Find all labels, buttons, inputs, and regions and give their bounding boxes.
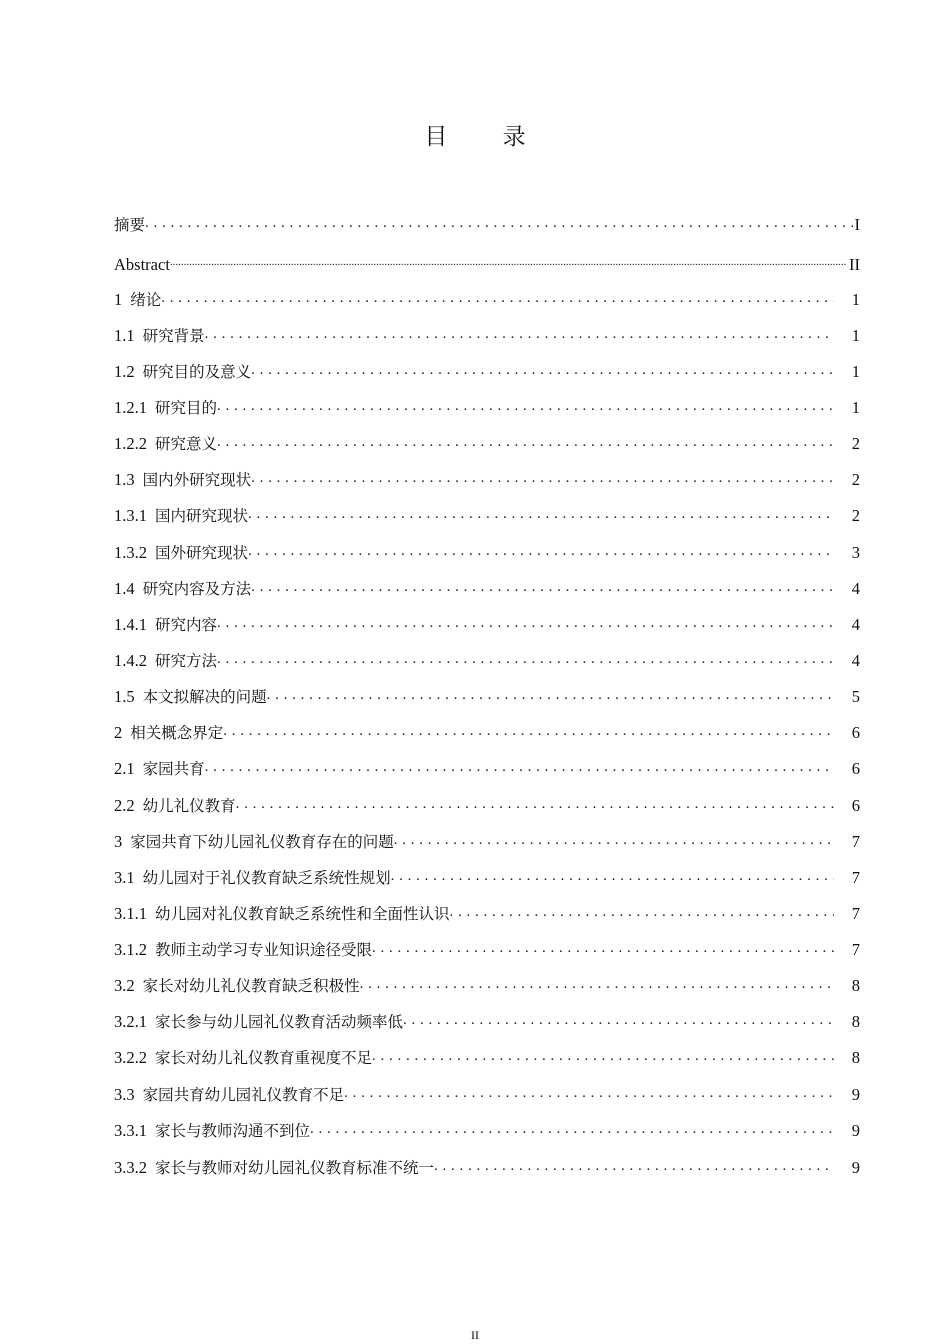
toc-entry-page: II [849,255,860,274]
toc-entry-title [114,325,205,347]
toc-dot-leader [251,471,834,491]
toc-dot-leader [450,905,834,925]
toc-entry[interactable] [114,578,860,600]
toc-entry[interactable] [114,650,860,672]
toc-dot-leader [403,1013,834,1033]
toc-entry-title [114,214,145,236]
toc-entry-label: 本文拟解决的问题 [142,688,267,706]
toc-entry-number: 2 [114,723,123,742]
toc-entry-label: 绪论 [130,291,162,309]
toc-entry-number: 2.2 [114,796,135,815]
toc-dot-leader [223,724,834,744]
toc-entry-number: 2.1 [114,759,135,778]
toc-entry-label: 研究背景 [142,327,205,345]
toc-entry-label: 家长对幼儿礼仪教育缺乏积极性 [142,977,360,995]
toc-dot-leader [372,941,834,961]
toc-entry-number: 3.1 [114,868,135,887]
toc-entry[interactable] [114,831,860,853]
toc-entry-number: 3 [114,832,123,851]
toc-dot-leader [248,507,834,527]
toc-entry-page: 9 [851,1085,860,1104]
toc-entry-label: 研究方法 [155,652,218,670]
toc-entry-page: 1 [851,362,860,381]
toc-entry[interactable] [114,433,860,455]
toc-entry-label: 家园共育幼儿园礼仪教育不足 [142,1086,345,1104]
toc-entry-number: 3.3 [114,1085,135,1104]
toc-dot-leader [145,216,852,236]
toc-entry-title [114,578,251,600]
toc-dot-leader [434,1159,834,1179]
toc-entry-title [114,975,360,997]
toc-entry-number: 1.2 [114,362,135,381]
toc-dot-leader [267,688,834,708]
toc-entry-page: 2 [851,470,860,489]
toc-entry-title [114,361,251,383]
toc-entry-label: 家长对幼儿礼仪教育重视度不足 [155,1049,373,1067]
toc-entry-title [114,795,236,817]
toc-dot-leader [372,1049,834,1069]
toc-dot-leader [217,652,834,672]
toc-entry-title [114,1120,310,1142]
toc-entry-title [114,722,223,744]
toc-entry-title [114,433,217,455]
toc-entry-number: 1 [114,290,123,309]
toc-entry-page: 7 [851,940,860,959]
toc-entry-title [114,254,170,276]
toc-entry-number: 3.3.1 [114,1121,147,1140]
toc-entry-number: 1.1 [114,326,135,345]
toc-dot-leader [161,291,834,311]
toc-entry-number: 1.2.2 [114,434,147,453]
toc-entry-page: 8 [851,1012,860,1031]
toc-dot-leader [360,977,834,997]
toc-entry-title [114,758,205,780]
toc-entry-number: 1.4 [114,579,135,598]
toc-entry-label: 研究内容及方法 [142,580,252,598]
toc-entry-label: 幼儿园对礼仪教育缺乏系统性和全面性认识 [155,905,450,923]
toc-entry-page: 2 [851,506,860,525]
toc-entry-title [114,614,217,636]
toc-entry-page: 3 [851,543,860,562]
toc-entry[interactable] [114,975,860,997]
toc-entry-number: 3.1.2 [114,940,147,959]
toc-entry-page: 4 [851,579,860,598]
toc-entry-page: 6 [851,759,860,778]
toc-entry-label: 家长参与幼儿园礼仪教育活动频率低 [155,1013,404,1031]
toc-entry-title [114,1011,403,1033]
toc-entry-title [114,505,248,527]
toc-entry-label: 摘要 [114,216,146,234]
toc-entry-number: 3.2.2 [114,1048,147,1067]
toc-entry-label: 家长与教师对幼儿园礼仪教育标准不统一 [155,1159,435,1177]
toc-entry-number: 1.3 [114,470,135,489]
toc-entry-label: 研究内容 [155,616,218,634]
toc-entry-label: 相关概念界定 [130,724,224,742]
toc-entry-page: 8 [851,976,860,995]
toc-entry-title [114,831,394,853]
toc-entry-page: I [854,215,860,234]
toc-entry[interactable] [114,1084,860,1106]
toc-entry[interactable] [114,1047,860,1069]
toc-entry-page: 1 [851,398,860,417]
toc-entry[interactable] [114,361,860,383]
toc-entry[interactable] [114,795,860,817]
toc-dot-leader [391,869,834,889]
toc-dot-leader [217,616,834,636]
toc-entry[interactable] [114,505,860,527]
toc-entry[interactable] [114,614,860,636]
toc-entry-label: 研究目的及意义 [142,363,252,381]
toc-entry[interactable] [114,939,860,961]
toc-entry-number: 3.1.1 [114,904,147,923]
toc-entry-label: 国外研究现状 [155,544,249,562]
toc-entry-page: 1 [851,290,860,309]
toc-dot-leader [170,256,847,276]
toc-entry-title [114,686,267,708]
toc-entry-number: 1.3.2 [114,543,147,562]
toc-entry-number: 3.2.1 [114,1012,147,1031]
toc-entry-page: 7 [851,868,860,887]
toc-entry[interactable] [114,542,860,564]
toc-entry-title [114,1084,344,1106]
toc-entry-page: 4 [851,651,860,670]
toc-entry[interactable] [114,1157,860,1179]
toc-entry-page: 7 [851,904,860,923]
toc-entry-label: 家园共育下幼儿园礼仪教育存在的问题 [130,833,394,851]
toc-entry-label: 国内研究现状 [155,507,249,525]
toc-entry-number: 1.5 [114,687,135,706]
toc-entry-number: 1.2.1 [114,398,147,417]
toc-entry-page: 9 [851,1121,860,1140]
toc-entry-title [114,289,161,311]
toc-entry-title [114,650,217,672]
toc-entry-title [114,397,217,419]
toc-entry-page: 4 [851,615,860,634]
page-title: 目 录 [424,124,550,150]
toc-entry-number: 3.3.2 [114,1158,147,1177]
toc-dot-leader [344,1086,834,1106]
toc-entry-label: 国内外研究现状 [142,471,252,489]
toc-entry-page: 6 [851,723,860,742]
toc-entry-title [114,903,450,925]
toc-entry-page: 7 [851,832,860,851]
toc-entry-label: 家长与教师沟通不到位 [155,1122,311,1140]
toc-entry-title [114,867,391,889]
toc-dot-leader [251,363,834,383]
toc-dot-leader [248,544,834,564]
toc-entry-page: 5 [851,687,860,706]
toc-entry-number: 1.4.2 [114,651,147,670]
toc-dot-leader [217,435,834,455]
toc-dot-leader [394,833,834,853]
toc-dot-leader [217,399,834,419]
toc-entry-label: 幼儿园对于礼仪教育缺乏系统性规划 [142,869,391,887]
toc-dot-leader [205,760,834,780]
toc-dot-leader [205,327,834,347]
toc-entry-number: 1.4.1 [114,615,147,634]
toc-entry-number: 3.2 [114,976,135,995]
toc-entry[interactable] [114,325,860,347]
toc-dot-leader [251,580,834,600]
toc-entry[interactable] [114,254,860,276]
toc-entry[interactable] [114,722,860,744]
toc-entry-title [114,469,251,491]
toc-entry-page: 1 [851,326,860,345]
toc-entry-page: 6 [851,796,860,815]
toc-entry[interactable] [114,469,860,491]
toc-entry[interactable] [114,1011,860,1033]
toc-dot-leader [236,797,834,817]
toc-entry-number: 1.3.1 [114,506,147,525]
toc-entry[interactable] [114,1120,860,1142]
toc-entry[interactable] [114,686,860,708]
toc-entry-label: 幼儿礼仪教育 [142,797,236,815]
toc-dot-leader [310,1122,834,1142]
toc-entry-title [114,1047,372,1069]
toc-entry-label: 家园共育 [142,760,205,778]
toc-entry-page: 9 [851,1158,860,1177]
toc-entry-title [114,542,248,564]
toc-entry-label: 研究目的 [155,399,218,417]
toc-entry-page: 2 [851,434,860,453]
toc-entry[interactable] [114,758,860,780]
toc-entry[interactable] [114,903,860,925]
toc-entry-label: 研究意义 [155,435,218,453]
toc-entry-label: 教师主动学习专业知识途径受限 [155,941,373,959]
toc-entry-page: 8 [851,1048,860,1067]
toc-entry-title [114,939,372,961]
page-number: II [471,1328,479,1342]
toc-entry-title [114,1157,434,1179]
toc-entry[interactable] [114,289,860,311]
toc-entry-label: Abstract [114,255,170,274]
toc-entry[interactable] [114,867,860,889]
toc-entry[interactable] [114,214,860,236]
toc-entry[interactable] [114,397,860,419]
